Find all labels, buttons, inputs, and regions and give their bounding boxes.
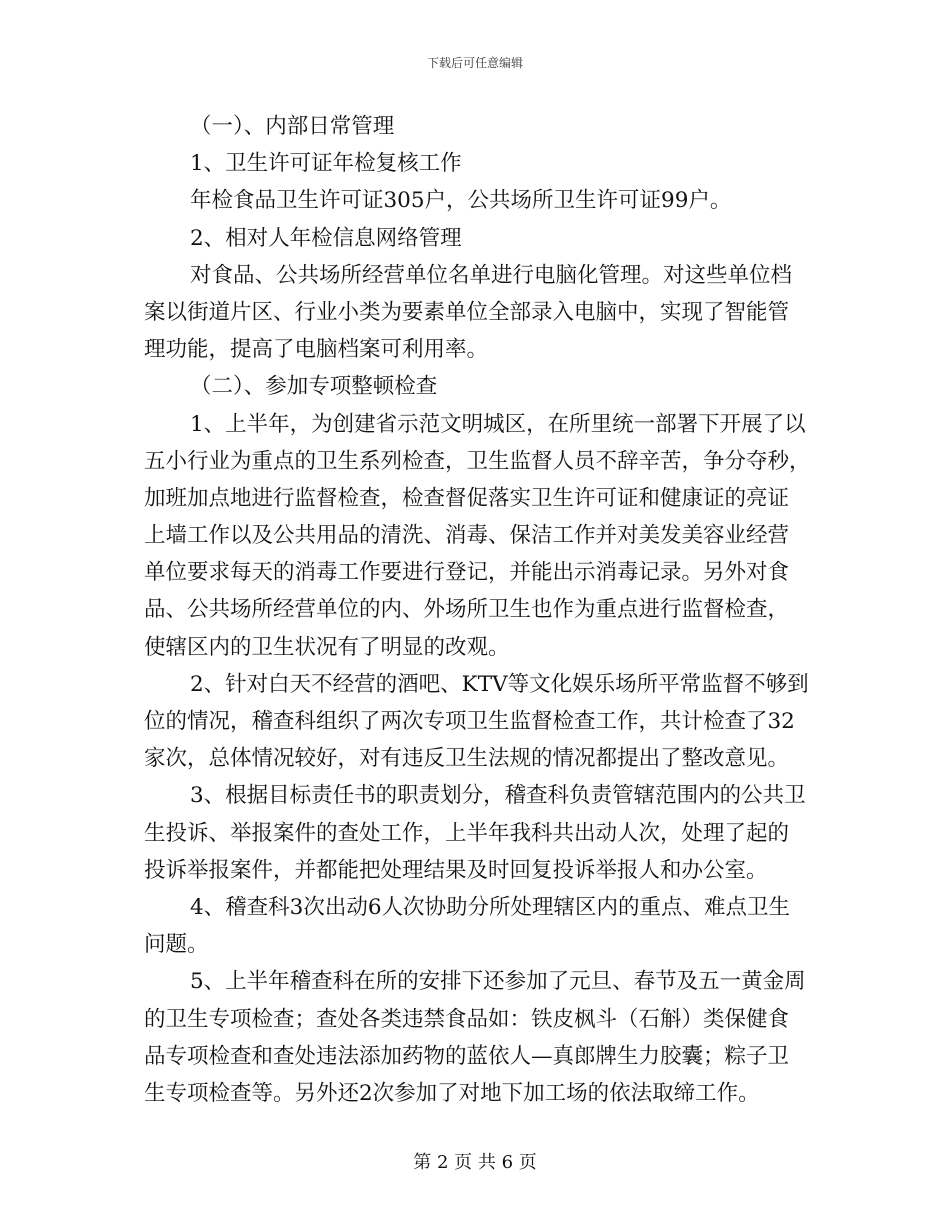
subheading-network-management: 2、相对人年检信息网络管理 xyxy=(190,225,462,251)
paragraph-line: 案以街道片区、行业小类为要素单位全部录入电脑中，实现了智能管 xyxy=(144,299,790,325)
paragraph-line: 1、上半年，为创建省示范文明城区，在所里统一部署下开展了以 xyxy=(190,411,806,437)
paragraph-line: 品、公共场所经营单位的内、外场所卫生也作为重点进行监督检查， xyxy=(144,597,790,623)
page-header: 下载后可任意编辑 xyxy=(426,56,523,70)
section-heading-2: （二）、参加专项整顿检查 xyxy=(190,374,438,400)
paragraph-line: 对食品、公共场所经营单位名单进行电脑化管理。对这些单位档 xyxy=(190,262,793,288)
paragraph-line: 生投诉、举报案件的查处工作，上半年我科共出动人次，处理了起的 xyxy=(144,820,790,846)
document-body xyxy=(144,108,810,1112)
paragraph-line: 年检食品卫生许可证305户，公共场所卫生许可证99户。 xyxy=(190,188,732,214)
paragraph-line: 的卫生专项检查；查处各类违禁食品如：铁皮枫斗（石斛）类保健食 xyxy=(144,1006,790,1032)
paragraph-line: 使辖区内的卫生状况有了明显的改观。 xyxy=(144,634,510,660)
paragraph-line: 问题。 xyxy=(144,932,209,958)
paragraph-line: 上墙工作以及公共用品的清洗、消毒、保洁工作并对美发美容业经营 xyxy=(144,523,790,549)
paragraph-line: 3、根据目标责任书的职责划分，稽查科负责管辖范围内的公共卫 xyxy=(190,783,806,809)
paragraph-line: 家次，总体情况较好，对有违反卫生法规的情况都提出了整改意见。 xyxy=(144,746,790,772)
paragraph-line: 五小行业为重点的卫生系列检查，卫生监督人员不辞辛苦，争分夺秒， xyxy=(144,448,811,474)
paragraph-line: 投诉举报案件，并都能把处理结果及时回复投诉举报人和办公室。 xyxy=(144,857,768,883)
paragraph-line: 位的情况，稽查科组织了两次专项卫生监督检查工作，共计检查了32 xyxy=(144,709,795,734)
subheading-license-review: 1、卫生许可证年检复核工作 xyxy=(190,151,462,177)
page-number-footer: 第 2 页 共 6 页 xyxy=(413,1152,537,1173)
paragraph-line: 单位要求每天的消毒工作要进行登记，并能出示消毒记录。另外对食 xyxy=(144,560,790,586)
paragraph-line: 加班加点地进行监督检查，检查督促落实卫生许可证和健康证的亮证 xyxy=(144,485,790,511)
section-heading-1: （一）、内部日常管理 xyxy=(190,114,395,139)
paragraph-line: 2、针对白天不经营的酒吧、KTV等文化娱乐场所平常监督不够到 xyxy=(190,671,809,697)
paragraph-line: 4、稽查科3次出动6人次协助分所处理辖区内的重点、难点卫生 xyxy=(190,894,791,920)
paragraph-line: 5、上半年稽查科在所的安排下还参加了元旦、春节及五一黄金周 xyxy=(190,969,806,995)
paragraph-line: 理功能，提高了电脑档案可利用率。 xyxy=(144,337,489,363)
paragraph-line: 生专项检查等。另外还2次参加了对地下加工场的依法取缔工作。 xyxy=(144,1080,760,1106)
paragraph-line: 品专项检查和查处违法添加药物的蓝依人—真郎牌生力胶囊；粽子卫 xyxy=(144,1043,790,1069)
